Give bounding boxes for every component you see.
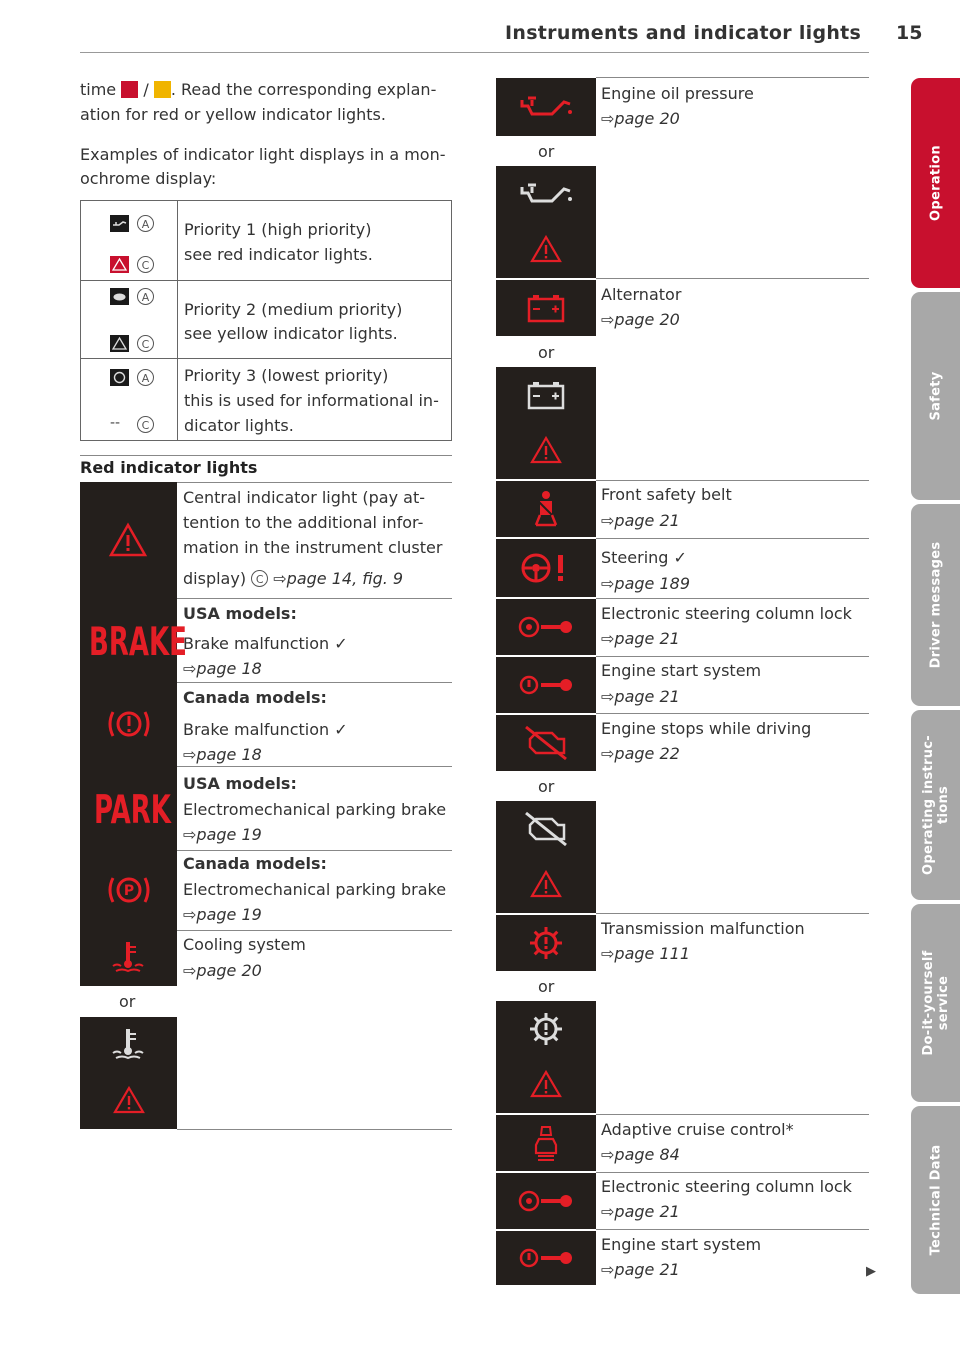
engine-start-icon-box: [496, 657, 596, 713]
usa-models-label: USA models:: [183, 774, 297, 793]
steering-lock-icon: [516, 613, 576, 641]
section-title: Red indicator lights: [80, 458, 258, 477]
page-link[interactable]: ⇨page 21: [601, 629, 680, 648]
priority-table: [80, 200, 452, 441]
page-link[interactable]: ⇨page 189: [601, 574, 690, 593]
tab-technical-data[interactable]: Technical Data: [911, 1106, 960, 1294]
engine-stop-icon-box: [496, 715, 596, 771]
gear-icon: [528, 925, 564, 961]
page-link[interactable]: ⇨page 21: [601, 1202, 680, 1221]
cooling-icon-box: [80, 930, 177, 986]
or-label: or: [538, 142, 555, 161]
canada-models-label: Canada models:: [183, 854, 327, 873]
priority-1-line-2: see red indicator lights.: [184, 245, 373, 264]
row-divider: [596, 656, 869, 657]
table-row-divider: [81, 280, 451, 281]
canada-models-label: Canada models:: [183, 688, 327, 707]
or-label: or: [538, 777, 555, 796]
alternator-text: Alternator: [601, 285, 682, 304]
row-divider: [596, 538, 869, 539]
page-link[interactable]: ⇨page 21: [601, 1260, 680, 1279]
oil-pressure-icon-box: [496, 78, 596, 136]
red-warning-square-icon: [121, 81, 138, 98]
table-divider: [177, 201, 178, 440]
row-divider: [177, 598, 452, 599]
page-link[interactable]: ⇨page 20: [601, 109, 680, 128]
marker-a: A: [137, 215, 154, 232]
central-indicator-line-2: tention to the additional infor-: [183, 513, 424, 532]
page-link[interactable]: ⇨page 20: [183, 961, 262, 980]
seatbelt-icon-box: [496, 481, 596, 537]
warning-triangle-icon: [108, 522, 148, 558]
table-row-divider: [81, 358, 451, 359]
steering-lock-icon: [516, 1187, 576, 1215]
brake-text-icon: BRAKE: [89, 620, 187, 666]
page-link[interactable]: ⇨page 18: [183, 745, 262, 764]
row-divider: [596, 1229, 869, 1230]
cooling-system-text: Cooling system: [183, 935, 306, 954]
warning-triangle-icon: [113, 1085, 145, 1115]
coolant-red-icon: [110, 940, 146, 976]
gear-white-icon: [528, 1011, 564, 1047]
park-icon-box: [80, 766, 177, 850]
priority-3-line-1: Priority 3 (lowest priority): [184, 366, 389, 385]
row-divider: [596, 77, 869, 78]
parking-brake-text: Electromechanical parking brake: [183, 800, 447, 819]
row-divider: [596, 598, 869, 599]
or-label: or: [538, 977, 555, 996]
priority-2-line-1: Priority 2 (medium priority): [184, 300, 403, 319]
oil-pressure-text: Engine oil pressure: [601, 84, 754, 103]
warning-triangle-icon: [530, 435, 562, 465]
usa-models-label: USA models:: [183, 604, 297, 623]
red-warning-mini-icon: [110, 256, 129, 273]
priority-3-line-2: this is used for informational in-: [184, 391, 439, 410]
tab-do-it-yourself-service[interactable]: Do-it-yourself service: [911, 904, 960, 1102]
oil-pressure-mini-icon: [110, 215, 129, 232]
engine-start-text: Engine start system: [601, 661, 762, 680]
marker-c: C: [137, 256, 154, 273]
seatbelt-icon: [530, 489, 562, 529]
cooling-mono-icon-box: [80, 1017, 177, 1073]
page-link[interactable]: ⇨page 21: [601, 511, 680, 530]
central-indicator-line-1: Central indicator light (pay at-: [183, 488, 426, 507]
running-header-title: Instruments and indicator lights: [505, 22, 862, 44]
row-divider: [596, 913, 869, 914]
alternator-icon-box: [496, 280, 596, 336]
page-link[interactable]: ⇨page 19: [183, 905, 262, 924]
row-divider: [596, 713, 869, 714]
warning-triangle-icon: [530, 1069, 562, 1099]
key-icon: [516, 671, 576, 699]
warning-mono-icon-box: [496, 222, 596, 278]
engine-stop-mono-icon-box: [496, 801, 596, 857]
adaptive-cruise-text: Adaptive cruise control*: [601, 1120, 794, 1139]
park-text-icon: PARK: [94, 788, 171, 834]
row-divider: [596, 1172, 869, 1173]
steering-text: Steering ✓: [601, 548, 687, 567]
intro-line-4: ochrome display:: [80, 169, 217, 188]
key-icon: [516, 1244, 576, 1272]
page-link[interactable]: ⇨page 14, fig. 9: [273, 569, 404, 588]
cruise-car-icon: [532, 1123, 560, 1163]
or-label: or: [119, 992, 136, 1011]
dash-placeholder: --: [110, 415, 121, 431]
warning-mono-icon-box: [496, 423, 596, 479]
next-page-arrow-icon[interactable]: ▶: [866, 1264, 876, 1279]
page-link[interactable]: ⇨page 22: [601, 744, 680, 763]
page-link[interactable]: ⇨page 18: [183, 659, 262, 678]
central-indicator-line-4: display) C ⇨page 14, fig. 9: [183, 569, 404, 588]
steering-lock-icon-box: [496, 1173, 596, 1229]
row-divider: [596, 480, 869, 481]
engine-stop-icon: [522, 723, 570, 763]
page-link[interactable]: ⇨page 21: [601, 687, 680, 706]
row-divider: [177, 1129, 452, 1130]
page-link[interactable]: ⇨page 111: [601, 944, 690, 963]
battery-red-icon: [526, 292, 566, 324]
warning-mono-icon-box: [496, 857, 596, 913]
intro-line-2: ation for red or yellow indicator lights.: [80, 105, 386, 124]
brake-circle-icon: [106, 704, 152, 744]
steering-lock-text: Electronic steering column lock: [601, 1177, 852, 1196]
marker-a: A: [137, 288, 154, 305]
page-link[interactable]: ⇨page 19: [183, 825, 262, 844]
central-indicator-line-3: mation in the instrument cluster: [183, 538, 443, 557]
parking-brake-text: Electromechanical parking brake: [183, 880, 447, 899]
svg-text:P: P: [123, 883, 135, 899]
marker-c: C: [137, 335, 154, 352]
brake-canada-icon-box: [80, 682, 177, 766]
yellow-warning-square-icon: [154, 81, 171, 98]
header-rule: [80, 52, 869, 53]
steering-lock-icon-box: [496, 599, 596, 655]
row-divider: [177, 930, 452, 931]
row-divider: [596, 278, 869, 279]
brake-icon-box: [80, 598, 187, 682]
parking-brake-circle-icon: [106, 870, 152, 910]
coolant-white-icon: [110, 1027, 146, 1063]
marker-a: A: [137, 369, 154, 386]
steering-icon-box: [496, 539, 596, 597]
alternator-mono-icon-box: [496, 367, 596, 423]
row-divider: [177, 682, 452, 683]
brake-malfunction-text: Brake malfunction ✓: [183, 634, 348, 653]
warning-triangle-icon: [530, 234, 562, 264]
row-divider: [596, 1114, 869, 1115]
oil-pressure-mono-icon-box: [496, 166, 596, 222]
steering-wheel-icon: [518, 551, 574, 585]
yellow-warning-mini-icon: [110, 335, 129, 352]
intro-line-3: Examples of indicator light displays in a mon-: [80, 145, 446, 164]
transmission-mono-icon-box: [496, 1001, 596, 1057]
engine-stop-white-icon: [522, 809, 570, 849]
central-warning-icon-box: [80, 482, 177, 598]
adaptive-cruise-icon-box: [496, 1115, 596, 1171]
marker-c: C: [251, 570, 268, 587]
marker-c: C: [137, 416, 154, 433]
row-divider: [177, 766, 452, 767]
warning-triangle-icon: [530, 869, 562, 899]
page-link[interactable]: ⇨page 20: [601, 310, 680, 329]
seatbelt-text: Front safety belt: [601, 485, 732, 504]
battery-white-icon: [526, 379, 566, 411]
warning-mono-icon-box: [496, 1057, 596, 1113]
transmission-text: Transmission malfunction: [601, 919, 805, 938]
engine-stops-text: Engine stops while driving: [601, 719, 812, 738]
brake-malfunction-text: Brake malfunction ✓: [183, 720, 348, 739]
transmission-icon-box: [496, 915, 596, 971]
tab-safety[interactable]: Safety: [911, 292, 960, 500]
park-canada-icon-box: [80, 850, 177, 930]
priority-1-line-1: Priority 1 (high priority): [184, 220, 372, 239]
oil-can-white-icon: [518, 179, 574, 209]
engine-start-text: Engine start system: [601, 1235, 762, 1254]
warning-mono-icon-box: [80, 1073, 177, 1129]
engine-start-icon-box: [496, 1231, 596, 1285]
intro-line-1: time / . Read the corresponding explan-: [80, 80, 437, 99]
or-label: or: [538, 343, 555, 362]
info-mini-icon: [110, 369, 129, 386]
page-link[interactable]: ⇨page 84: [601, 1145, 680, 1164]
tab-operating-instructions[interactable]: Operating instruc- tions: [911, 710, 960, 900]
oil-can-red-icon: [518, 92, 574, 122]
steering-lock-text: Electronic steering column lock: [601, 604, 852, 623]
tab-operation[interactable]: Operation: [911, 78, 960, 288]
vehicle-mini-icon: [110, 288, 129, 305]
tab-driver-messages[interactable]: Driver messages: [911, 504, 960, 706]
priority-2-line-2: see yellow indicator lights.: [184, 324, 398, 343]
priority-3-line-3: dicator lights.: [184, 416, 294, 435]
page-number: 15: [896, 22, 923, 44]
